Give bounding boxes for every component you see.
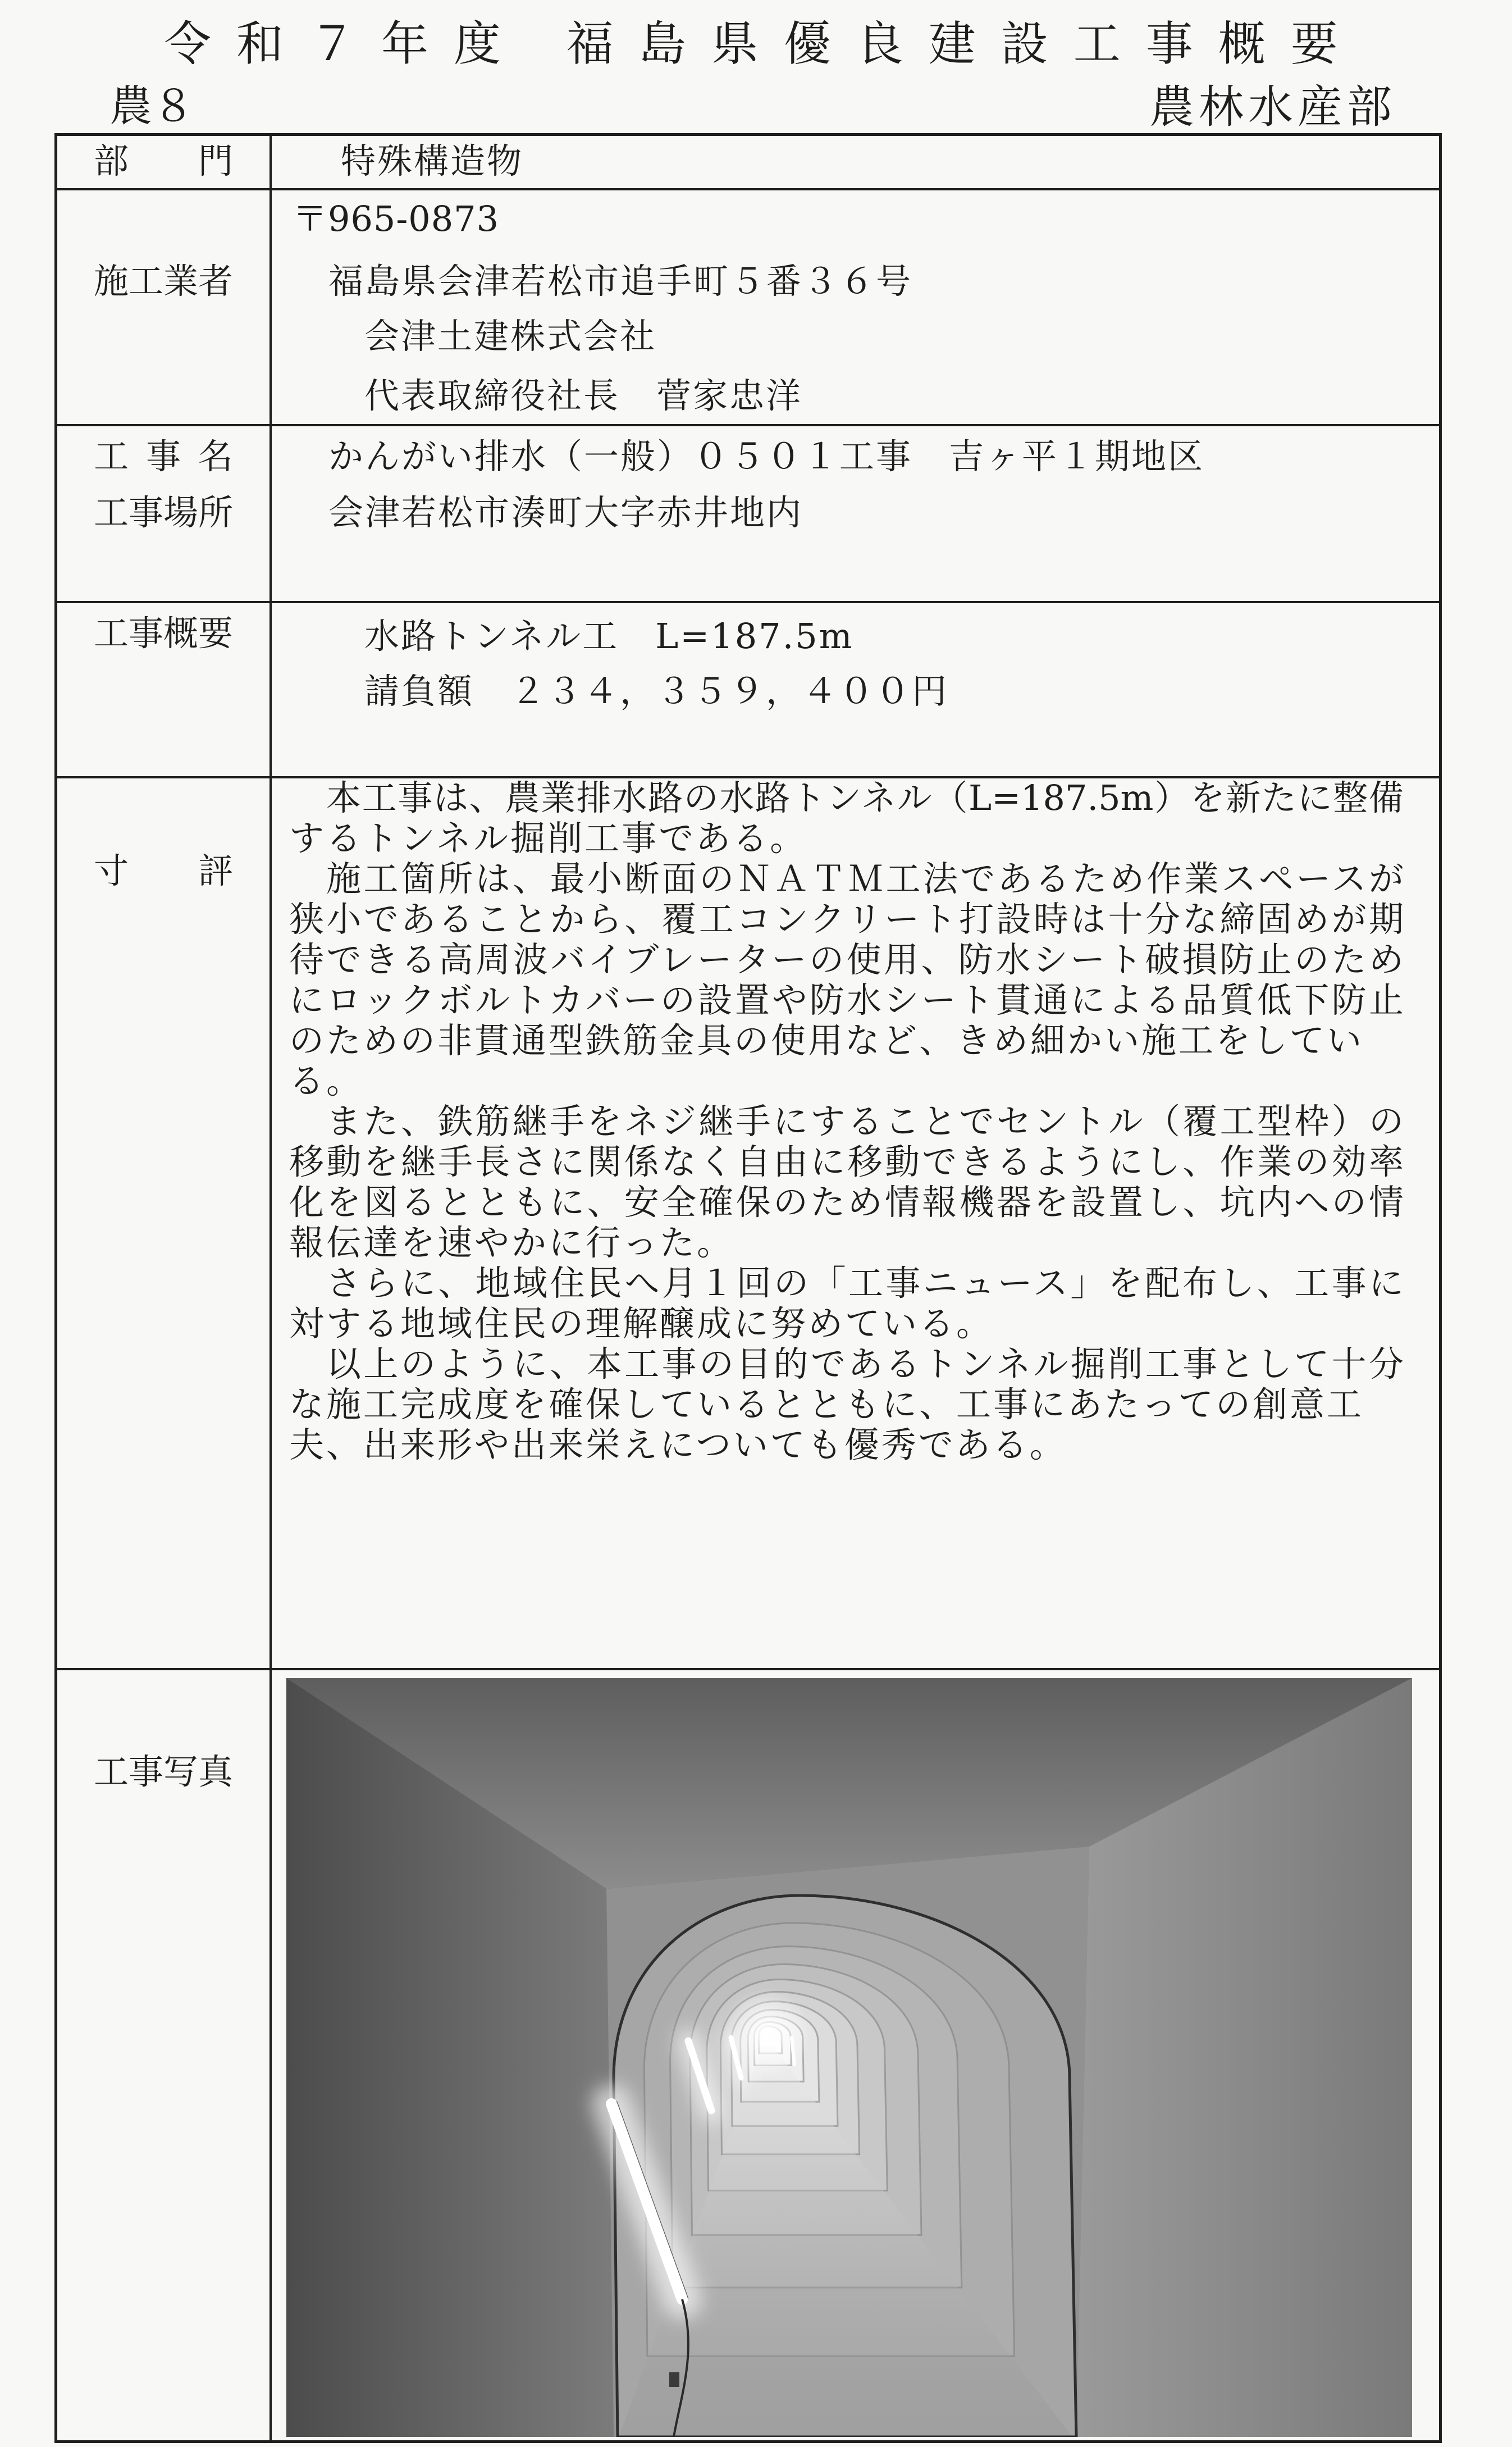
review-line: な施工完成度を確保しているとともに、工事にあたっての創意工	[289, 1384, 1364, 1425]
division-value: 特殊構造物	[341, 140, 524, 181]
review-line: 狭小であることから、覆工コンクリート打設時は十分な締固めが期	[289, 899, 1404, 940]
project-location-label: 工事場所	[93, 492, 233, 533]
cable-connector	[669, 2372, 679, 2387]
department-name: 農林水産部	[1149, 81, 1396, 133]
row-divider	[54, 188, 1442, 190]
contractor-company: 会津土建株式会社	[364, 316, 657, 357]
document-title: 令和７年度 福島県優良建設工事概要	[164, 16, 1363, 71]
review-label: 寸 評	[93, 850, 233, 891]
contractor-postal-code: 〒965-0873	[293, 198, 500, 239]
review-line: 移動を継手長さに関係なく自由に移動できるようにし、作業の効率	[289, 1141, 1404, 1182]
row-divider	[54, 424, 1442, 426]
review-line: 報伝達を速やかに行った。	[289, 1222, 734, 1263]
project-name-label: 工 事 名	[94, 436, 233, 477]
project-name: かんがい排水（一般）０５０１工事 吉ヶ平１期地区	[328, 436, 1205, 477]
review-line: 待できる高周波バイブレーターの使用、防水シート破損防止のため	[289, 939, 1404, 980]
review-line: さらに、地域住民へ月１回の「工事ニュース」を配布し、工事に	[326, 1263, 1404, 1304]
review-text	[289, 778, 1404, 1465]
review-line: するトンネル掘削工事である。	[289, 818, 807, 859]
column-divider	[269, 133, 272, 2443]
contractor-label: 施工業者	[93, 261, 233, 302]
contractor-address: 福島県会津若松市追手町５番３６号	[328, 261, 913, 302]
tunnel-photo-image	[286, 1678, 1412, 2437]
division-label: 部 門	[93, 140, 233, 181]
review-line: 対する地域住民の理解醸成に努めている。	[289, 1303, 994, 1344]
review-line: 以上のように、本工事の目的であるトンネル掘削工事として十分	[326, 1343, 1404, 1384]
review-line: のための非貫通型鉄筋金具の使用など、きめ細かい施工をしてい	[289, 1020, 1364, 1061]
document-number: 農８	[109, 81, 195, 131]
contractor-representative: 代表取締役社長 菅家忠洋	[364, 375, 803, 416]
review-line: 化を図るとともに、安全確保のため情報機器を設置し、坑内への情	[289, 1182, 1404, 1223]
overview-work: 水路トンネル工 L=187.5m	[364, 616, 854, 657]
review-line: 施工箇所は、最小断面のＮＡＴＭ工法であるため作業スペースが	[326, 858, 1404, 899]
review-line: また、鉄筋継手をネジ継手にすることでセントル（覆工型枠）の	[326, 1101, 1404, 1142]
project-location: 会津若松市湊町大字赤井地内	[328, 492, 803, 533]
row-divider	[54, 601, 1442, 603]
overview-contract-amount: 請負額 ２３４，３５９，４００円	[364, 671, 949, 712]
review-line: 夫、出来形や出来栄えについても優秀である。	[289, 1424, 1067, 1465]
photo-label: 工事写真	[93, 1751, 233, 1792]
review-line: る。	[289, 1060, 364, 1101]
construction-photo	[286, 1678, 1412, 2437]
review-line: にロックボルトカバーの設置や防水シート貫通による品質低下防止	[289, 979, 1404, 1020]
row-divider	[54, 1668, 1442, 1670]
overview-label: 工事概要	[93, 613, 233, 654]
review-line: 本工事は、農業排水路の水路トンネル（L=187.5m）を新たに整備	[326, 777, 1404, 818]
